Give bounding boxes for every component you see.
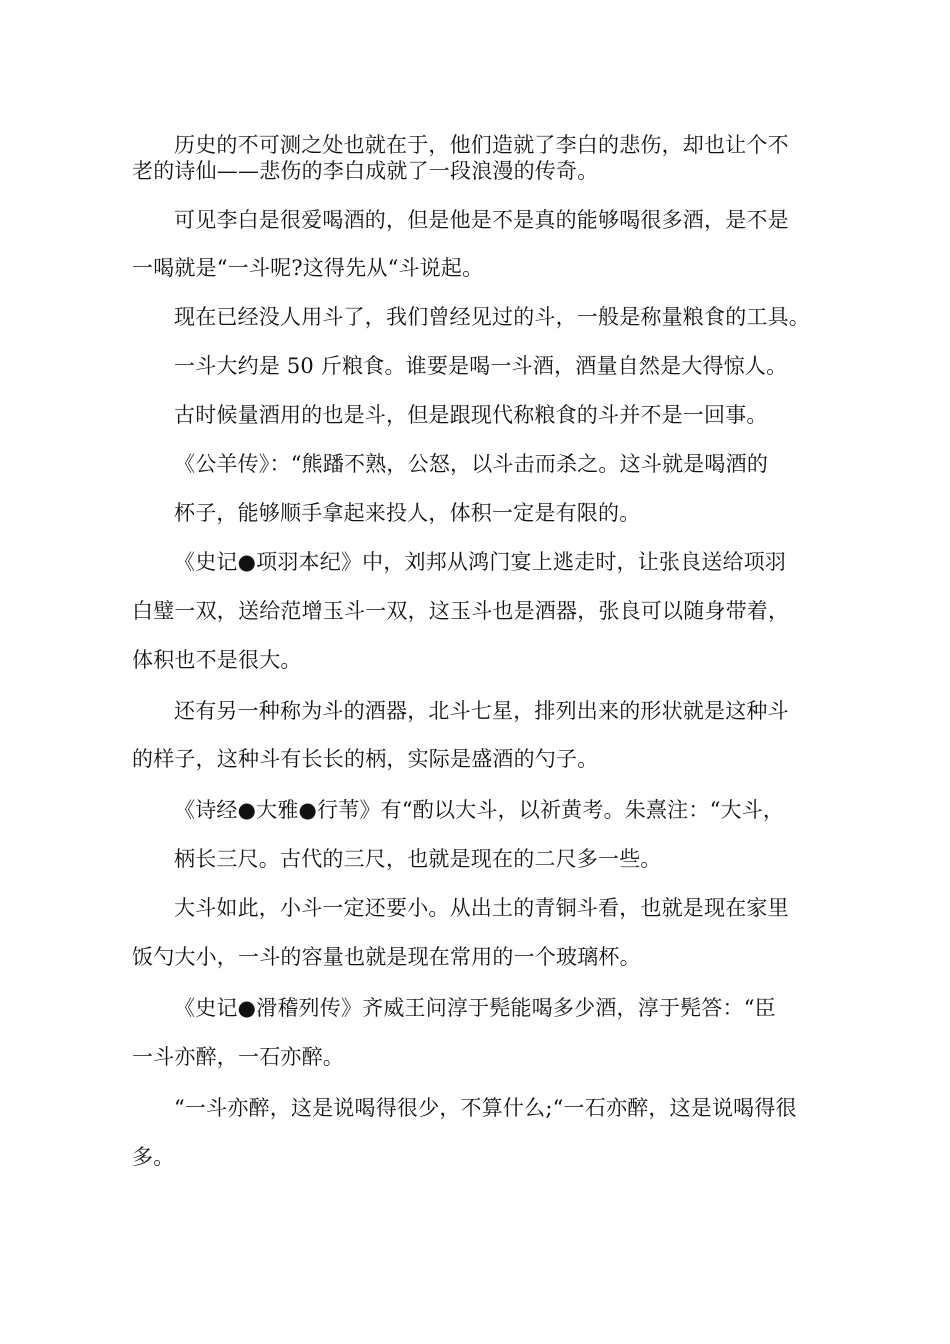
- text-line-5: 现在已经没人用斗了，我们曾经见过的斗，一般是称量粮食的工具。: [174, 305, 810, 329]
- text-line-19: 《史记●滑稽列传》齐威王问淳于髡能喝多少酒，淳于髡答：“臣: [174, 996, 776, 1020]
- text-line-11: 白璧一双，送给范增玉斗一双，这玉斗也是酒器，张良可以随身带着，: [132, 599, 790, 623]
- text-line-2: 老的诗仙——悲伤的李白成就了一段浪漫的传奇。: [132, 159, 599, 183]
- text-line-1: 历史的不可测之处也就在于，他们造就了李白的悲伤，却也让个不: [174, 133, 789, 157]
- text-line-18: 饭勺大小，一斗的容量也就是现在常用的一个玻璃杯。: [132, 945, 641, 969]
- text-line-4: 一喝就是“一斗呢?这得先从“斗说起。: [132, 256, 484, 280]
- text-line-7: 古时候量酒用的也是斗，但是跟现代称粮食的斗并不是一回事。: [174, 403, 768, 427]
- text-line-9: 杯子，能够顺手拿起来投人，体积一定是有限的。: [174, 501, 641, 525]
- text-line-3: 可见李白是很爱喝酒的，但是他是不是真的能够喝很多酒，是不是: [174, 208, 789, 232]
- text-line-22: 多。: [132, 1145, 175, 1169]
- text-line-10: 《史记●项羽本纪》中，刘邦从鸿门宴上逃走时，让张良送给项羽: [174, 550, 787, 574]
- text-line-17: 大斗如此，小斗一定还要小。从出土的青铜斗看，也就是现在家里: [174, 896, 789, 920]
- text-line-14: 的样子，这种斗有长长的柄，实际是盛酒的勺子。: [132, 747, 599, 771]
- text-line-16: 柄长三尺。古代的三尺，也就是现在的二尺多一些。: [174, 847, 662, 871]
- text-line-13: 还有另一种称为斗的酒器，北斗七星，排列出来的形状就是这种斗: [174, 699, 789, 723]
- text-line-8: 《公羊传》：“熊蹯不熟，公怒，以斗击而杀之。这斗就是喝酒的: [174, 452, 769, 476]
- text-line-12: 体积也不是很大。: [132, 648, 302, 672]
- text-line-15: 《诗经●大雅●行苇》有“酌以大斗，以祈黄考。朱熹注：“大斗，: [174, 798, 785, 822]
- text-line-20: 一斗亦醉，一石亦醉。: [132, 1045, 344, 1069]
- text-line-6: 一斗大约是 50 斤粮食。谁要是喝一斗酒，酒量自然是大得惊人。: [174, 354, 788, 378]
- text-line-21: “一斗亦醉，这是说喝得很少，不算什么;“一石亦醉，这是说喝得很: [174, 1096, 797, 1120]
